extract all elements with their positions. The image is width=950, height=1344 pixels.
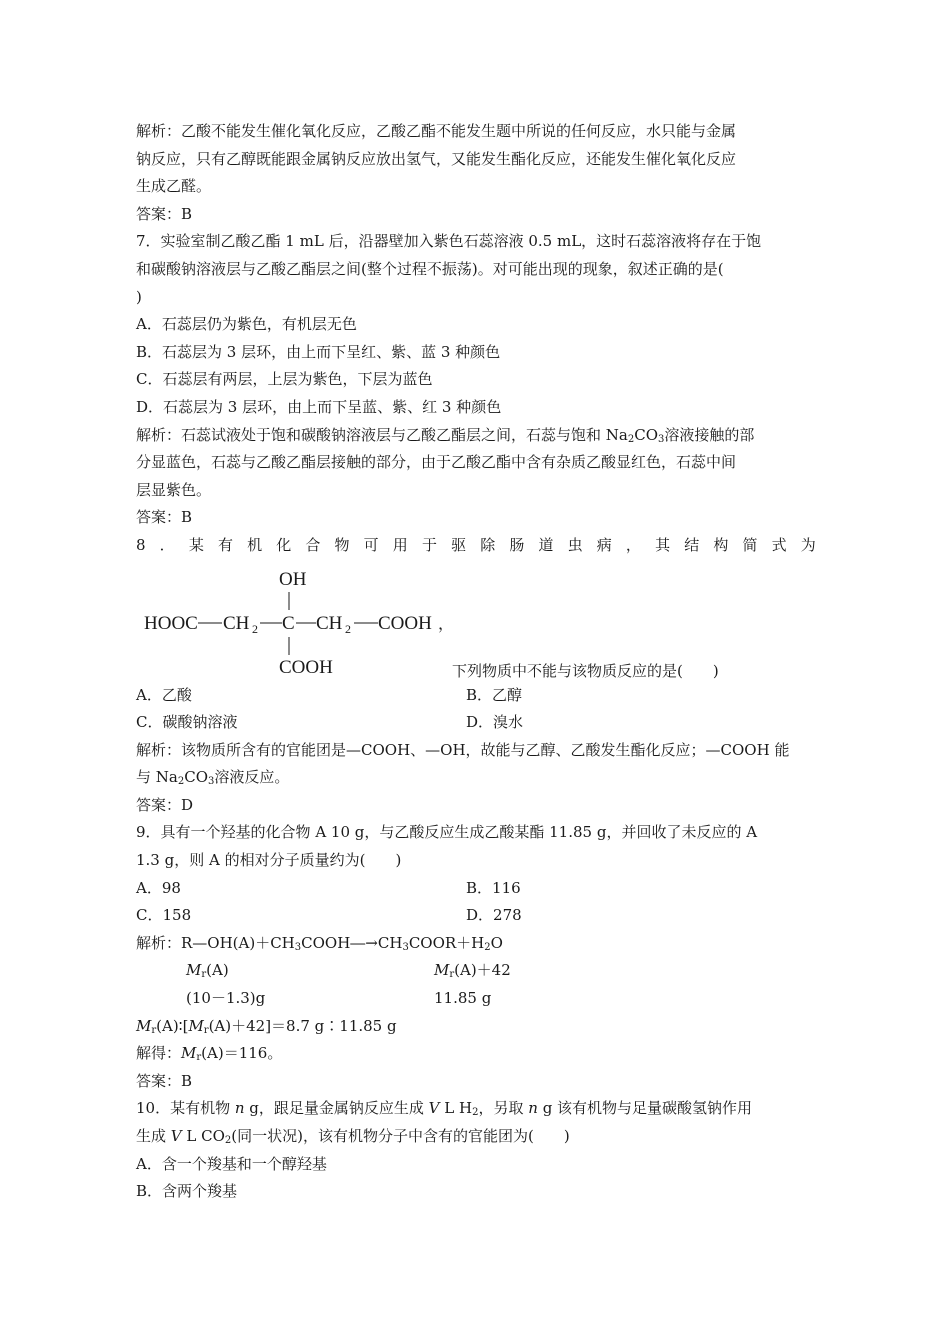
q7-option-d: D．石蕊层为 3 层环，由上而下呈蓝、紫、红 3 种颜色 <box>136 397 502 416</box>
q8-analysis-line: 解析：该物质所含有的官能团是—COOH、—OH，故能与乙醇、乙酸发生酯化反应；—COOH 能 <box>136 740 790 759</box>
q8-options-row <box>136 682 816 710</box>
q9-option-a: A．98 <box>136 878 181 897</box>
document-page <box>136 118 816 1206</box>
q9-option-d: D．278 <box>466 906 522 925</box>
q7-analysis-line: 分显蓝色，石蕊与乙酸乙酯层接触的部分，由于乙酸乙酯中含有杂质乙酸显红色，石蕊中间 <box>136 453 737 472</box>
q9-options-row <box>136 875 816 903</box>
q8-answer: 答案：D <box>136 795 194 814</box>
ch2-right-subscript: 2 <box>345 621 351 636</box>
q9-mass-line: (10－1.3)g 11.85 g <box>186 989 492 1008</box>
structural-formula <box>136 560 816 682</box>
q9-options-row <box>136 902 816 930</box>
q8-option-d: D．溴水 <box>466 713 524 732</box>
q10-option-a: A．含一个羧基和一个醇羟基 <box>136 1154 327 1173</box>
q9-ratio-line: $M_r(A)∶[M_r(A)+42]=8.7$ g∶11.85 g <box>136 1016 397 1036</box>
q9-solve-line: 解得：$M_r(A)=116$。 <box>136 1044 283 1064</box>
q8-option-b: B．乙醇 <box>466 685 523 704</box>
q7-stem-line: 和碳酸钠溶液层与乙酸乙酯层之间(整个过程不振荡)。对可能出现的现象，叙述正确的是( <box>136 259 724 278</box>
q8-stem-line: 8 ． 某 有 机 化 合 物 可 用 于 驱 除 肠 道 虫 病 ， 其 结 构 简 式 为 <box>136 535 816 554</box>
oh-group: OH <box>279 568 307 590</box>
q9-answer: 答案：B <box>136 1071 193 1090</box>
q7-option-a: A．石蕊层仍为紫色，有机层无色 <box>136 315 357 334</box>
q9-stem-line: 9．具有一个羟基的化合物 A 10 g，与乙酸反应生成乙酸某酯 11.85 g，并回收了未反应的 A <box>136 823 758 842</box>
q7-option-b: B．石蕊层为 3 层环，由上而下呈红、紫、蓝 3 种颜色 <box>136 342 501 361</box>
cooh-right: COOH <box>378 612 432 634</box>
q8-question: 下列物质中不能与该物质反应的是( ) <box>452 661 719 680</box>
q8-option-a: A．乙酸 <box>136 685 192 704</box>
q9-option-c: C．158 <box>136 906 192 925</box>
q6-analysis-line: 解析：乙酸不能发生催化氧化反应，乙酸乙酯不能发生题中所说的任何反应，水只能与金属 <box>136 122 737 140</box>
q9-stem-line: 1.3 g，则 A 的相对分子质量约为( ) <box>136 851 402 870</box>
structural-formula-drawing <box>136 560 496 682</box>
q7-stem-line: 7．实验室制乙酸乙酯 1 mL 后，沿器壁加入紫色石蕊溶液 0.5 mL，这时石蕊溶液将存在于饱 <box>136 232 762 251</box>
q7-analysis-line: 解析：石蕊试液处于饱和碳酸钠溶液层与乙酸乙酯层之间，石蕊与饱和 $Na_2CO_3$溶液接触的部 <box>136 425 755 445</box>
q7-answer: 答案：B <box>136 508 193 527</box>
ch2-left: CH <box>223 612 250 634</box>
central-carbon: C <box>282 612 295 634</box>
q10-stem-line: 10．某有机物 n g，跟足量金属钠反应生成 V L $H_2$，另取 n g 该有机物与足量碳酸氢钠作用 <box>136 1099 753 1119</box>
q7-stem-line: ) <box>136 287 142 306</box>
q6-analysis-line: 生成乙醛。 <box>136 177 212 196</box>
structure-comma: ， <box>438 615 455 633</box>
q10-option-b: B．含两个羧基 <box>136 1182 238 1201</box>
cooh-bottom: COOH <box>279 656 333 678</box>
q9-mr-line: $M_r(A)$ $M_r(A)+42$ <box>186 961 511 981</box>
q7-option-c: C．石蕊层有两层，上层为紫色，下层为蓝色 <box>136 370 433 389</box>
q8-analysis-line: 与 $Na_2CO_3$溶液反应。 <box>136 768 290 788</box>
q8-option-c: C．碳酸钠溶液 <box>136 713 238 732</box>
q9-equation: 解析：$R—OH(A)+CH_3COOH―\to CH_3COOR+H_2O$ <box>136 933 503 953</box>
q10-stem-line: 生成 V L $CO_2$(同一状况)，该有机物分子中含有的官能团为( ) <box>136 1127 570 1146</box>
q7-analysis-line: 层显紫色。 <box>136 480 212 499</box>
ch2-left-subscript: 2 <box>252 621 258 636</box>
ch2-right: CH <box>316 612 343 634</box>
q6-analysis-line: 钠反应，只有乙醇既能跟金属钠反应放出氢气，又能发生酯化反应，还能发生催化氧化反应 <box>136 149 737 168</box>
q8-options-row <box>136 709 816 737</box>
q6-answer: 答案：B <box>136 204 193 223</box>
hooc-group: HOOC <box>144 612 198 634</box>
q9-option-b: B．116 <box>466 878 521 897</box>
